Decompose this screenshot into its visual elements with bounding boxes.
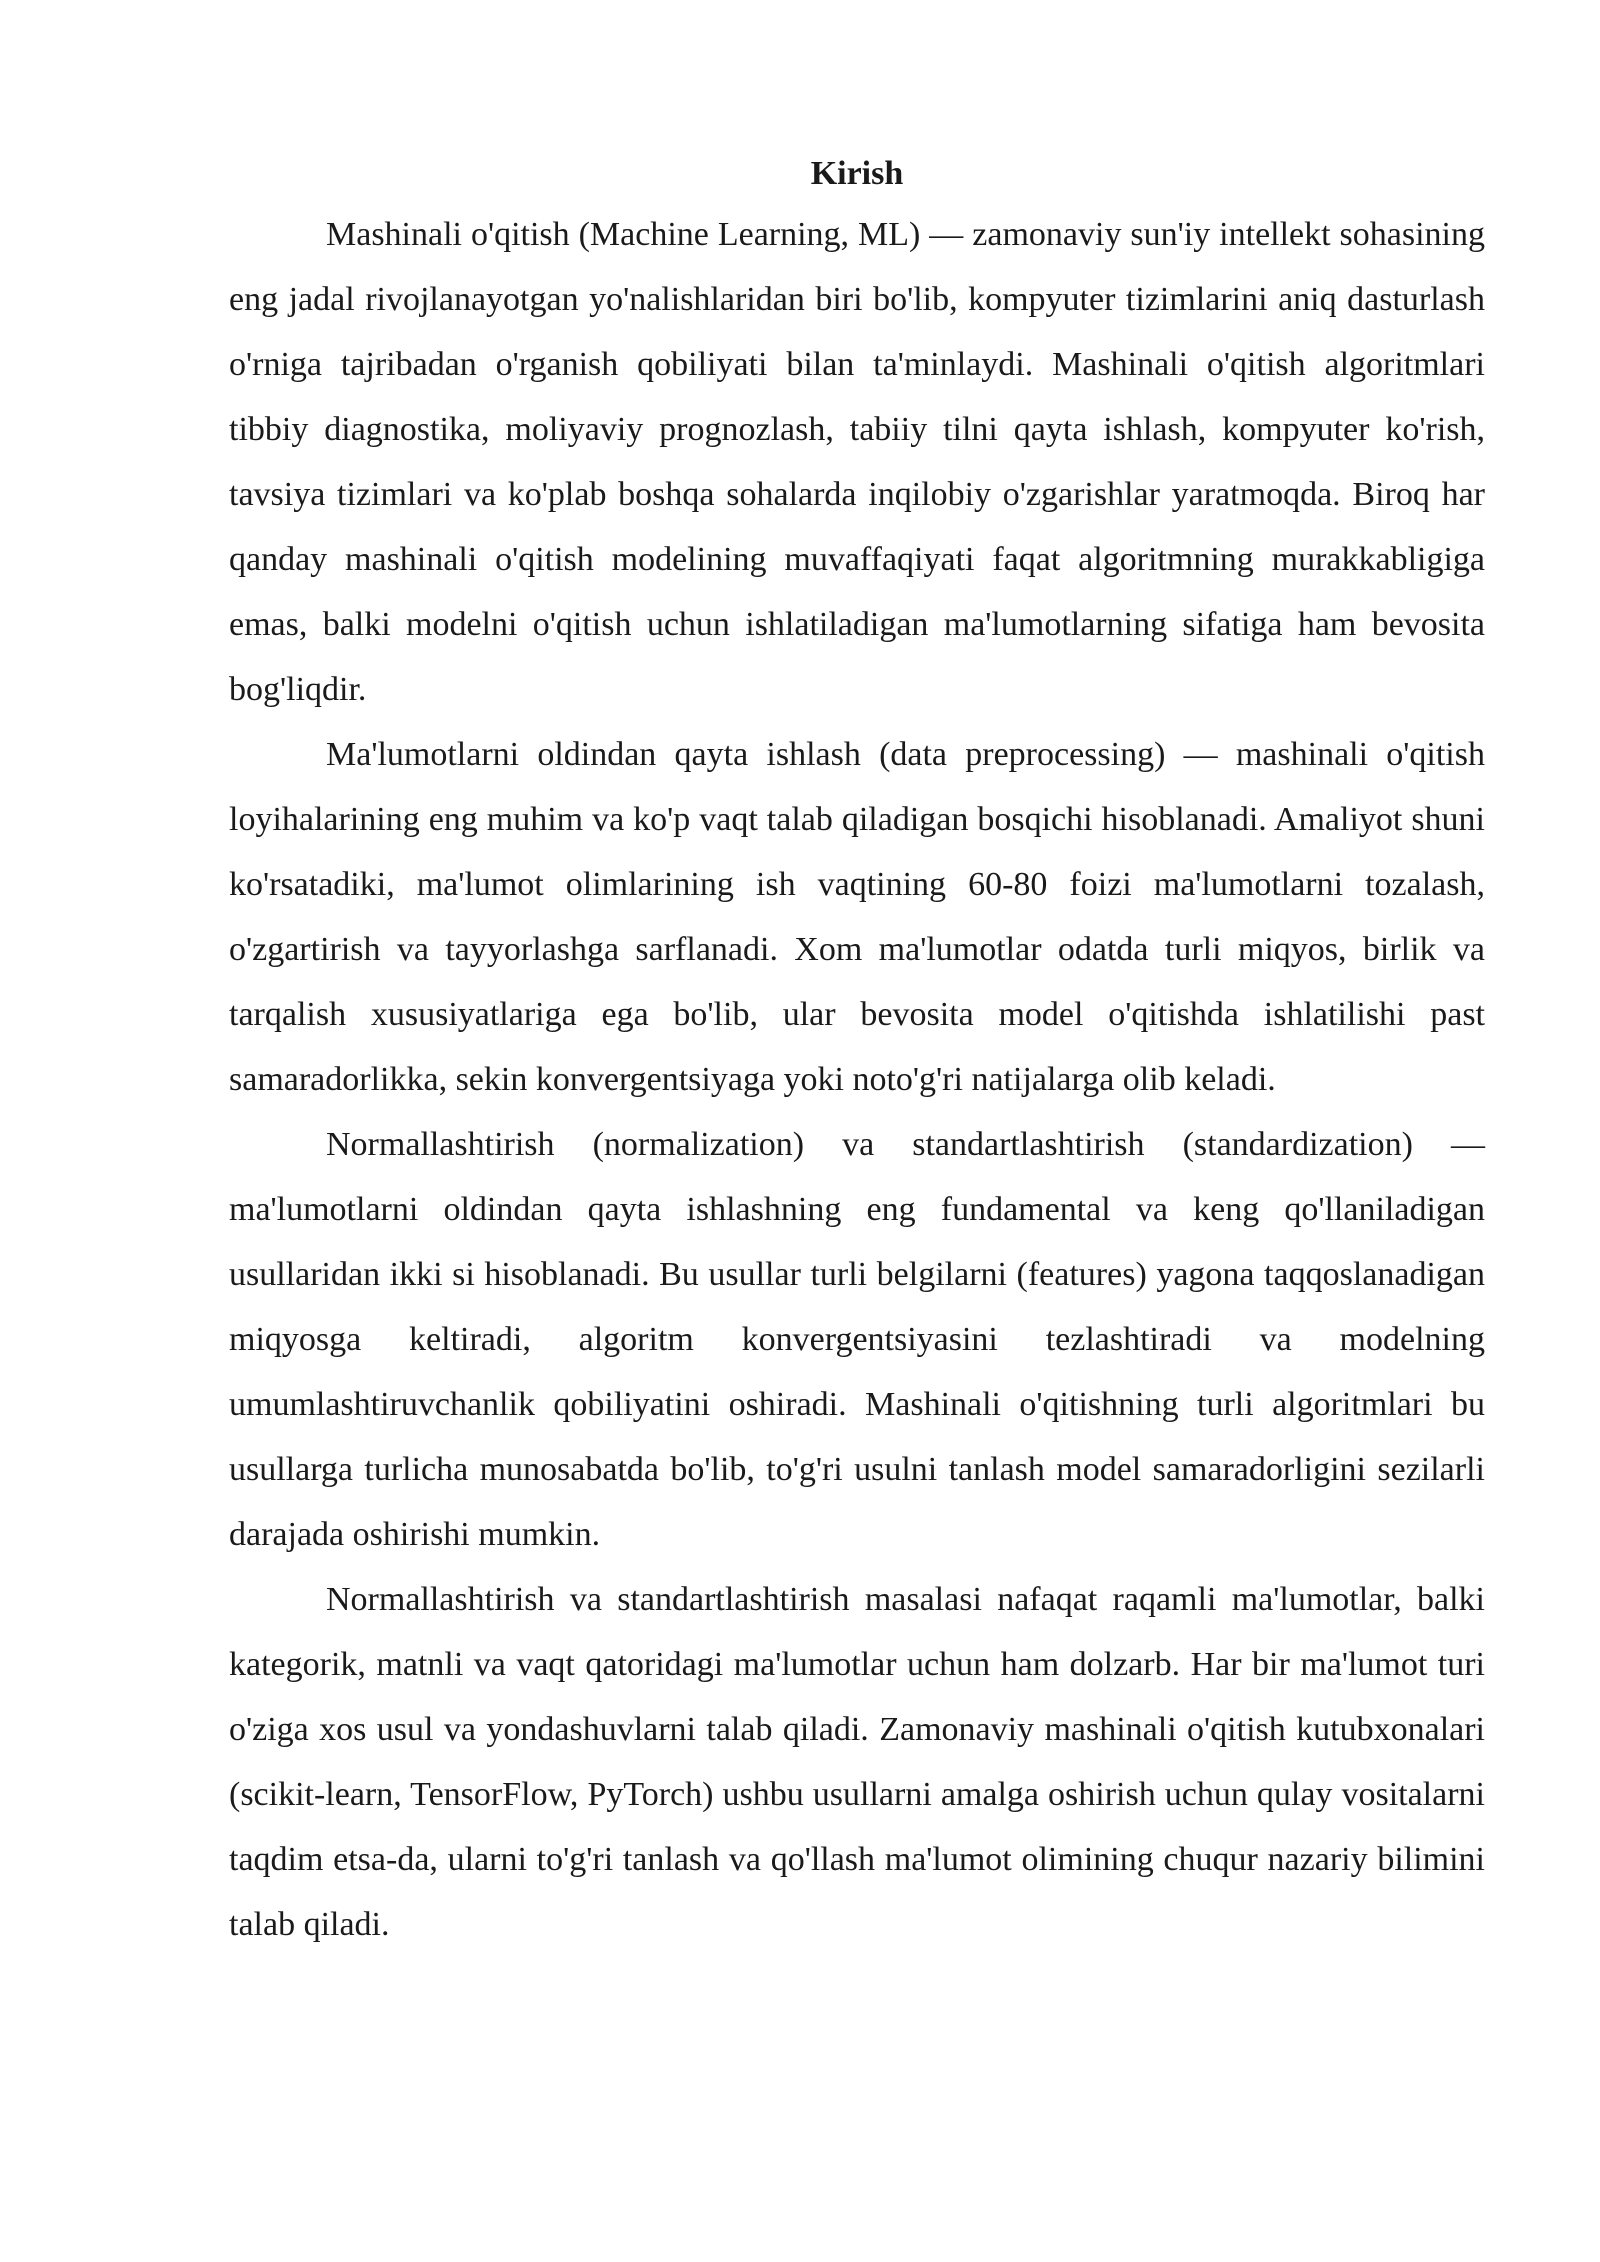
paragraph-normalization: Normallashtirish (normalization) va standartlashtirish (standardization) — ma'lumotlarni oldindan qayta ishlashning eng fundamental va keng qo'llaniladigan usullaridan ikki si hisoblanadi. Bu usullar turli belgilarni (features) yagona taqqoslanadigan miqyosga keltiradi, algoritm konvergentsiyasini tezlashtiradi va modelning umumlashtiruvchanlik qobiliyatini oshiradi. Mashinali o'qitishning turli algoritmlari bu usullarga turlicha munosabatda bo'lib, to'g'ri usulni tanlash model samaradorligini sezilarli darajada oshirishi mumkin. — [229, 1126, 1485, 1553]
paragraph-preprocessing: Ma'lumotlarni oldindan qayta ishlash (data preprocessing) — mashinali o'qitish loyihalarining eng muhim va ko'p vaqt talab qiladigan bosqichi hisoblanadi. Amaliyot shuni ko'rsatadiki, ma'lumot olimlarining ish vaqtining 60-80 foizi ma'lumotlarni tozalash, o'zgartirish va tayyorlashga sarflanadi. Xom ma'lumotlar odatda turli miqyos, birlik va tarqalish xususiyatlariga ega bo'lib, ular bevosita model o'qitishda ishlatilishi past samaradorlikka, sekin konvergentsiyaga yoki noto'g'ri natijalarga olib keladi. — [229, 736, 1485, 1098]
page-title: Kirish — [810, 155, 904, 192]
document-body — [229, 146, 1485, 1957]
paragraph-intro: Mashinali o'qitish (Machine Learning, ML) — zamonaviy sun'iy intellekt sohasining eng jadal rivojlanayotgan yo'nalishlaridan biri bo'lib, kompyuter tizimlarini aniq dasturlash o'rniga tajribadan o'rganish qobiliyati bilan ta'minlaydi. Mashinali o'qitish algoritmlari tibbiy diagnostika, moliyaviy prognozlash, tabiiy tilni qayta ishlash, kompyuter ko'rish, tavsiya tizimlari va ko'plab boshqa sohalarda inqilobiy o'zgarishlar yaratmoqda. Biroq har qanday mashinali o'qitish modelining muvaffaqiyati faqat algoritmning murakkabligiga emas, balki modelni o'qitish uchun ishlatiladigan ma'lumotlarning sifatiga ham bevosita bog'liqdir. — [229, 216, 1485, 708]
paragraph-data-types: Normallashtirish va standartlashtirish masalasi nafaqat raqamli ma'lumotlar, balki kategorik, matnli va vaqt qatoridagi ma'lumotlar uchun ham dolzarb. Har bir ma'lumot turi o'ziga xos usul va yondashuvlarni talab qiladi. Zamonaviy mashinali o'qitish kutubxonalari (scikit-learn, TensorFlow, PyTorch) ushbu usullarni amalga oshirish uchun qulay vositalarni taqdim etsa-da, ularni to'g'ri tanlash va qo'llash ma'lumot olimining chuqur nazariy bilimini talab qiladi. — [229, 1581, 1485, 1943]
